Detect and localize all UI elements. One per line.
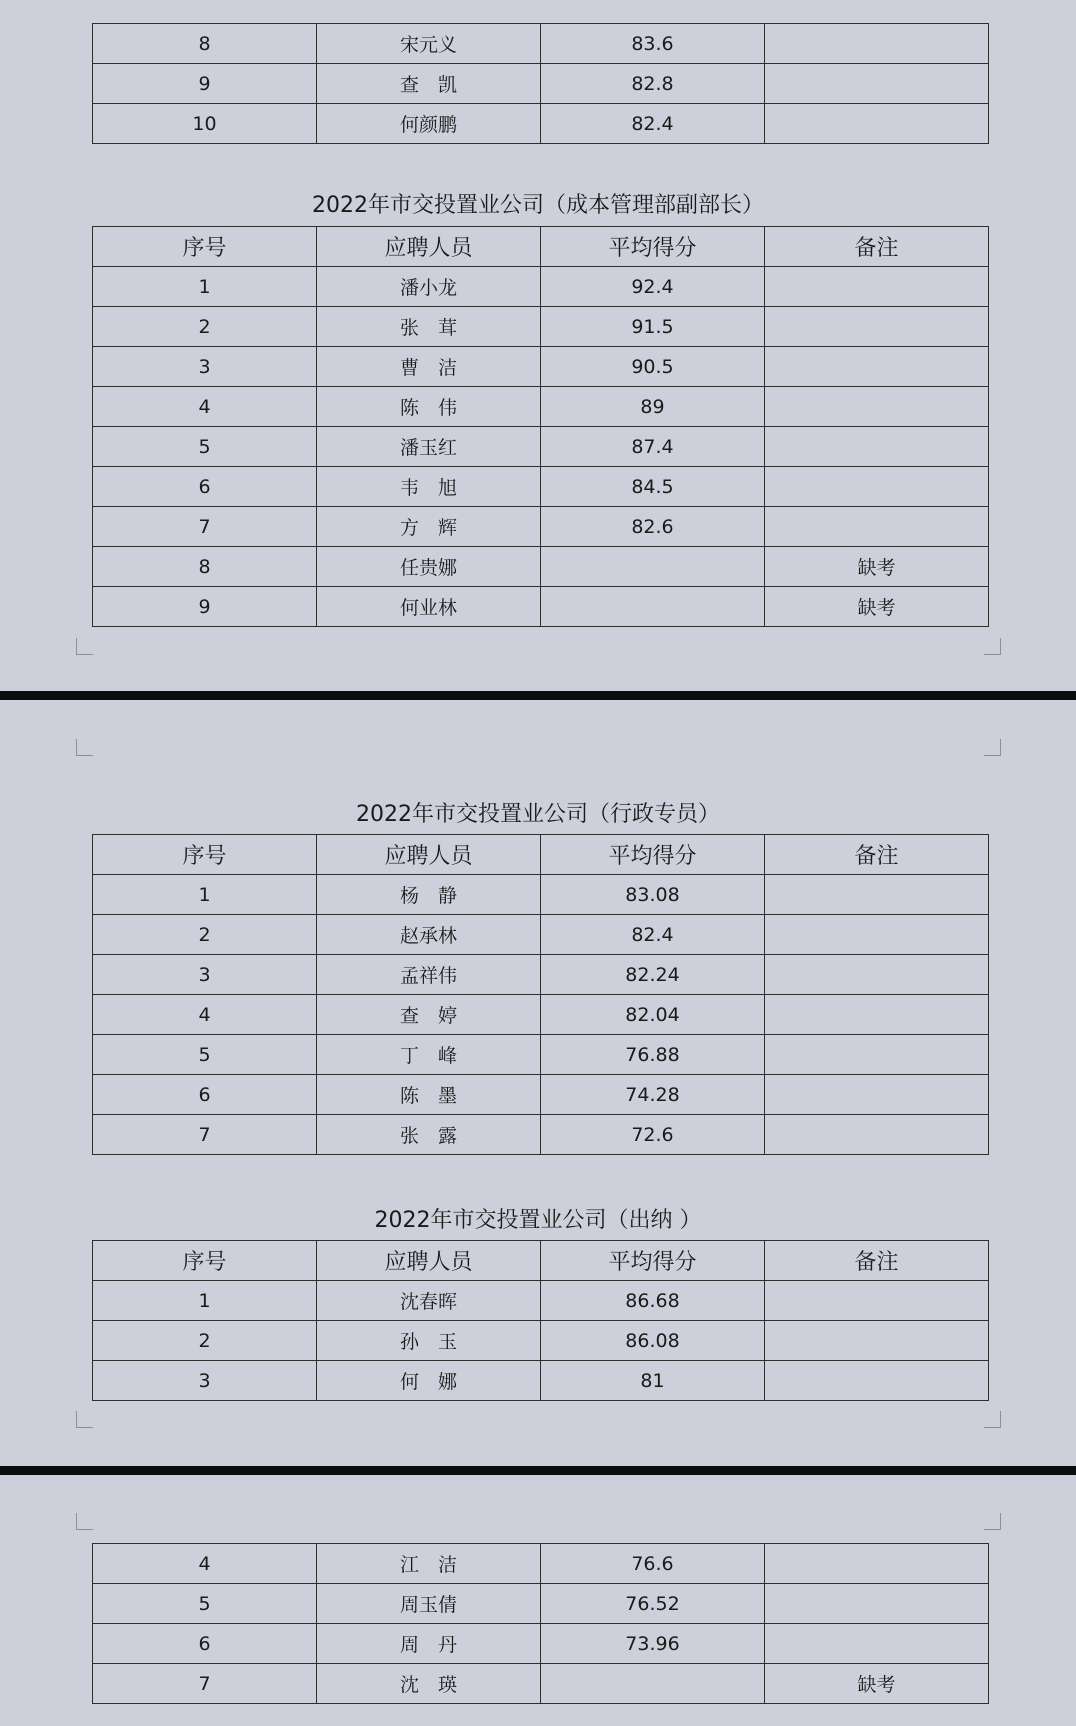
margin-mark xyxy=(76,638,93,655)
header-score: 平均得分 xyxy=(541,835,765,875)
cell-score: 83.6 xyxy=(541,24,765,64)
margin-mark xyxy=(984,739,1001,756)
cell-score: 86.08 xyxy=(541,1321,765,1361)
cell-name: 杨 静 xyxy=(317,875,541,915)
cell-index: 2 xyxy=(93,1321,317,1361)
table-row xyxy=(93,1281,989,1321)
cell-index: 8 xyxy=(93,24,317,64)
cell-score: 82.04 xyxy=(541,995,765,1035)
cell-remark: 缺考 xyxy=(765,547,989,587)
cell-index: 4 xyxy=(93,387,317,427)
margin-mark xyxy=(76,1513,93,1530)
header-index: 序号 xyxy=(93,227,317,267)
margin-mark xyxy=(76,739,93,756)
table-row xyxy=(93,347,989,387)
table-row xyxy=(93,267,989,307)
cell-remark xyxy=(765,1321,989,1361)
cell-remark xyxy=(765,1361,989,1401)
cell-index: 7 xyxy=(93,1664,317,1704)
cell-remark xyxy=(765,267,989,307)
margin-mark xyxy=(984,1411,1001,1428)
cell-name: 何颜鹏 xyxy=(317,104,541,144)
cell-remark xyxy=(765,1281,989,1321)
cell-score: 91.5 xyxy=(541,307,765,347)
cell-score: 86.68 xyxy=(541,1281,765,1321)
cell-remark xyxy=(765,347,989,387)
cell-name: 潘小龙 xyxy=(317,267,541,307)
cell-index: 1 xyxy=(93,267,317,307)
table-row xyxy=(93,1035,989,1075)
cell-score: 90.5 xyxy=(541,347,765,387)
cell-name: 潘玉红 xyxy=(317,427,541,467)
page-separator xyxy=(0,691,1076,700)
table-row xyxy=(93,427,989,467)
cell-remark xyxy=(765,875,989,915)
cell-name: 陈 伟 xyxy=(317,387,541,427)
score-table-admin-specialist xyxy=(92,834,989,1155)
table-row xyxy=(93,547,989,587)
table-row xyxy=(93,1544,989,1584)
cell-index: 9 xyxy=(93,64,317,104)
cell-score: 92.4 xyxy=(541,267,765,307)
cell-index: 5 xyxy=(93,427,317,467)
cell-name: 张 露 xyxy=(317,1115,541,1155)
cell-index: 5 xyxy=(93,1584,317,1624)
table-row xyxy=(93,1624,989,1664)
cell-name: 查 凯 xyxy=(317,64,541,104)
cell-name: 沈春晖 xyxy=(317,1281,541,1321)
table-row xyxy=(93,1584,989,1624)
margin-mark xyxy=(984,638,1001,655)
page-separator xyxy=(0,1466,1076,1475)
cell-remark xyxy=(765,915,989,955)
header-remark: 备注 xyxy=(765,1241,989,1281)
table-row xyxy=(93,24,989,64)
cell-remark xyxy=(765,427,989,467)
score-table-cashier xyxy=(92,1240,989,1401)
section-title: 2022年市交投置业公司（出纳 ） xyxy=(374,1208,702,1233)
cell-remark xyxy=(765,64,989,104)
cell-score xyxy=(541,587,765,627)
cell-index: 2 xyxy=(93,307,317,347)
cell-name: 韦 旭 xyxy=(317,467,541,507)
header-score: 平均得分 xyxy=(541,227,765,267)
header-score: 平均得分 xyxy=(541,1241,765,1281)
header-remark: 备注 xyxy=(765,227,989,267)
section-title: 2022年市交投置业公司（成本管理部副部长） xyxy=(312,193,764,218)
table-row xyxy=(93,955,989,995)
cell-score: 72.6 xyxy=(541,1115,765,1155)
cell-score: 84.5 xyxy=(541,467,765,507)
header-index: 序号 xyxy=(93,835,317,875)
cell-remark xyxy=(765,104,989,144)
cell-score: 82.8 xyxy=(541,64,765,104)
header-name: 应聘人员 xyxy=(317,1241,541,1281)
table-header-row xyxy=(93,227,989,267)
cell-remark xyxy=(765,467,989,507)
cell-remark xyxy=(765,955,989,995)
cell-remark xyxy=(765,1115,989,1155)
cell-name: 任贵娜 xyxy=(317,547,541,587)
cell-index: 6 xyxy=(93,1624,317,1664)
cell-index: 3 xyxy=(93,347,317,387)
cell-index: 7 xyxy=(93,507,317,547)
cell-remark xyxy=(765,507,989,547)
table-row xyxy=(93,307,989,347)
cell-index: 5 xyxy=(93,1035,317,1075)
cell-name: 江 洁 xyxy=(317,1544,541,1584)
cell-remark xyxy=(765,1075,989,1115)
cell-score: 76.88 xyxy=(541,1035,765,1075)
cell-index: 1 xyxy=(93,875,317,915)
margin-mark xyxy=(984,1513,1001,1530)
cell-name: 沈 瑛 xyxy=(317,1664,541,1704)
table-row xyxy=(93,587,989,627)
cell-name: 孟祥伟 xyxy=(317,955,541,995)
cell-name: 查 婷 xyxy=(317,995,541,1035)
cell-score: 76.6 xyxy=(541,1544,765,1584)
cell-score: 76.52 xyxy=(541,1584,765,1624)
cell-name: 张 茸 xyxy=(317,307,541,347)
cell-name: 宋元义 xyxy=(317,24,541,64)
cell-index: 3 xyxy=(93,955,317,995)
cell-remark xyxy=(765,307,989,347)
score-table-cashier-continued xyxy=(92,1543,989,1704)
header-remark: 备注 xyxy=(765,835,989,875)
cell-index: 4 xyxy=(93,1544,317,1584)
cell-remark: 缺考 xyxy=(765,1664,989,1704)
cell-index: 7 xyxy=(93,1115,317,1155)
table-row xyxy=(93,104,989,144)
section-title: 2022年市交投置业公司（行政专员） xyxy=(356,802,720,827)
cell-score: 73.96 xyxy=(541,1624,765,1664)
cell-remark xyxy=(765,995,989,1035)
table-row xyxy=(93,387,989,427)
cell-name: 孙 玉 xyxy=(317,1321,541,1361)
cell-name: 周玉倩 xyxy=(317,1584,541,1624)
cell-index: 10 xyxy=(93,104,317,144)
table-row xyxy=(93,64,989,104)
cell-score: 82.6 xyxy=(541,507,765,547)
cell-score: 82.24 xyxy=(541,955,765,995)
cell-remark xyxy=(765,1035,989,1075)
table-row xyxy=(93,1664,989,1704)
cell-name: 曹 洁 xyxy=(317,347,541,387)
cell-score: 74.28 xyxy=(541,1075,765,1115)
cell-score: 82.4 xyxy=(541,104,765,144)
table-row xyxy=(93,1321,989,1361)
table-row xyxy=(93,507,989,547)
cell-score: 83.08 xyxy=(541,875,765,915)
cell-index: 6 xyxy=(93,1075,317,1115)
cell-score: 81 xyxy=(541,1361,765,1401)
cell-score xyxy=(541,1664,765,1704)
table-row xyxy=(93,875,989,915)
cell-name: 赵承林 xyxy=(317,915,541,955)
cell-name: 方 辉 xyxy=(317,507,541,547)
table-row xyxy=(93,1075,989,1115)
score-table-previous-tail xyxy=(92,23,989,144)
table-row xyxy=(93,1361,989,1401)
table-header-row xyxy=(93,1241,989,1281)
header-name: 应聘人员 xyxy=(317,835,541,875)
margin-mark xyxy=(76,1411,93,1428)
cell-index: 6 xyxy=(93,467,317,507)
cell-remark xyxy=(765,1624,989,1664)
table-header-row xyxy=(93,835,989,875)
cell-score: 87.4 xyxy=(541,427,765,467)
cell-name: 何 娜 xyxy=(317,1361,541,1401)
cell-index: 1 xyxy=(93,1281,317,1321)
cell-name: 丁 峰 xyxy=(317,1035,541,1075)
cell-remark xyxy=(765,387,989,427)
cell-name: 周 丹 xyxy=(317,1624,541,1664)
score-table-cost-manager xyxy=(92,226,989,627)
cell-name: 陈 墨 xyxy=(317,1075,541,1115)
table-row xyxy=(93,995,989,1035)
cell-remark xyxy=(765,1584,989,1624)
table-row xyxy=(93,467,989,507)
table-row xyxy=(93,1115,989,1155)
table-row xyxy=(93,915,989,955)
cell-index: 2 xyxy=(93,915,317,955)
header-index: 序号 xyxy=(93,1241,317,1281)
cell-index: 4 xyxy=(93,995,317,1035)
cell-index: 9 xyxy=(93,587,317,627)
cell-remark: 缺考 xyxy=(765,587,989,627)
cell-score: 82.4 xyxy=(541,915,765,955)
cell-name: 何业林 xyxy=(317,587,541,627)
cell-index: 8 xyxy=(93,547,317,587)
cell-index: 3 xyxy=(93,1361,317,1401)
cell-remark xyxy=(765,1544,989,1584)
header-name: 应聘人员 xyxy=(317,227,541,267)
cell-score xyxy=(541,547,765,587)
cell-remark xyxy=(765,24,989,64)
cell-score: 89 xyxy=(541,387,765,427)
